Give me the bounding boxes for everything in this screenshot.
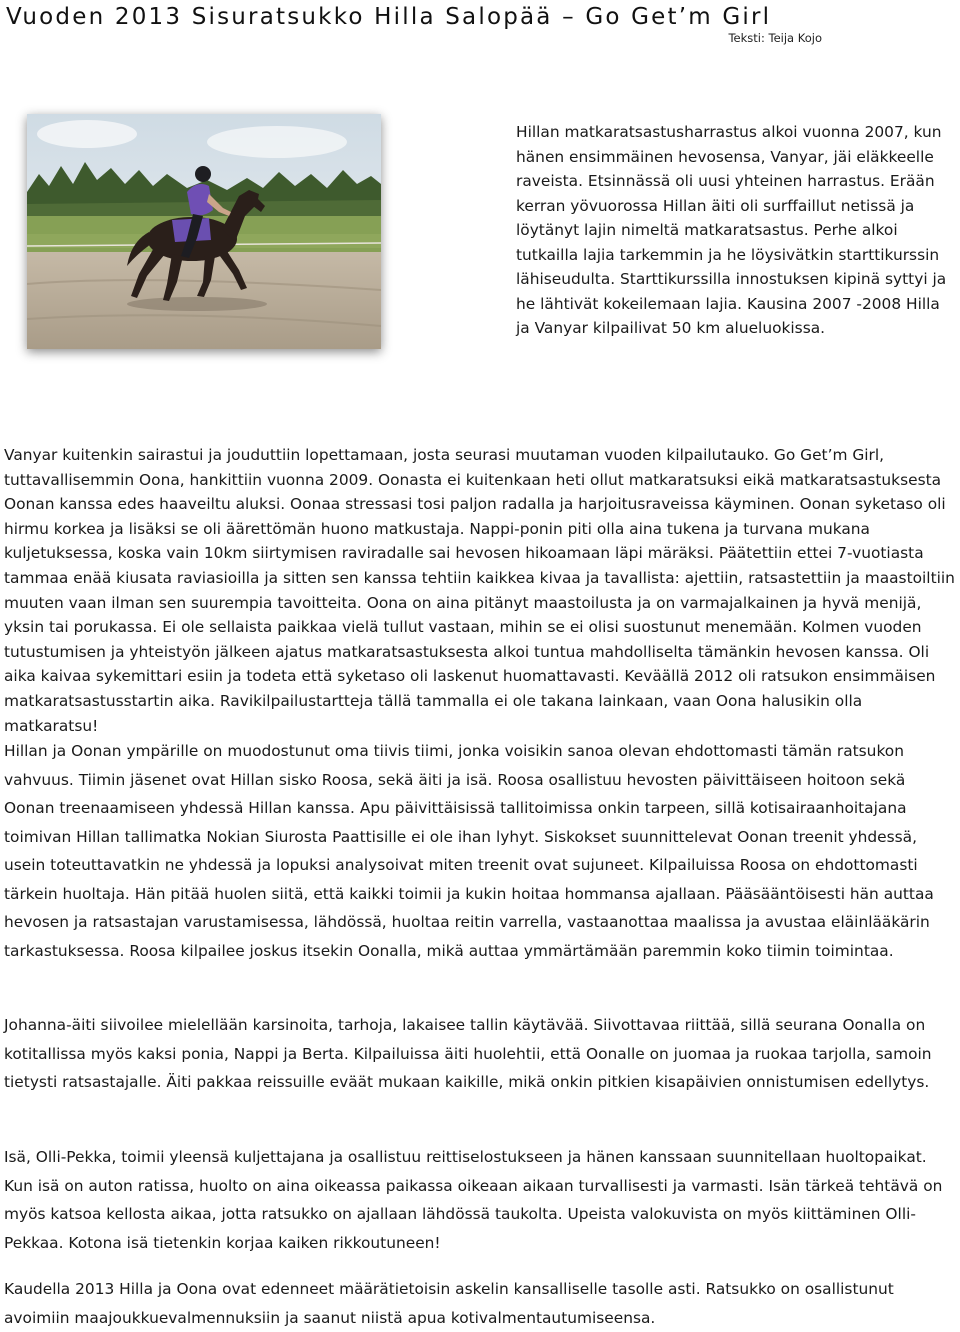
body-paragraph-vanyar-oona: Vanyar kuitenkin sairastui ja jouduttiin lopettamaan, josta seurasi muutaman vuoden kilpailutauko. Go Get’m Girl, tuttavallisemmin Oona, hankittiin vuonna 2009. Oonasta ei kuitenkaan heti ollut matkaratsuksi eikä matkaratsastuksesta Oonan kanssa edes haaveiltu aluksi. Oonaa stressasi tosi paljon radalla ja harjoitusraveissa käyminen. Oonan syketaso oli hirmu korkea ja lisäksi se oli äärettömän huono matkustaja. Nappi-ponin piti olla aina tukena ja turvana mukana kuljetuksessa, koska vain 10km siirtymisen raviradalle sai hevosen hikoamaan läpi märäksi. Päätettiin ettei 7-vuotiasta tammaa enää kiusata raviasioilla ja sitten sen kanssa tehtiin kaikkea kivaa ja tavallista: ajettiin, ratsastettiin ja maastoiltiin muuten vaan ilman sen suurempia tavoitteita. Oona on aina pitänyt maastoilusta ja on varmajalkainen ja hyvä menijä, yksin tai porukassa. Ei ole sellaista paikkaa vielä tullut vastaan, mihin se ei olisi suostunut menemään. Kolmen vuoden tutustumisen ja yhteistyön jälkeen ajatus matkaratsastuksesta alkoi tuntua mahdolliselta tämänkin hevosen kanssa. Oli aika kaivaa sykemittari esiin ja todeta että syketaso oli laskenut huomattavasti. Keväällä 2012 oli ratsukon ensimmäisen matkaratsastusstartin aika. Ravikilpailustartteja tällä tammalla ei ole takana lainkaan, vaan Oona halusikin olla matkaratsu! xyxy=(4,446,955,735)
rider-horse-photo xyxy=(27,114,381,349)
body-paragraph-season-2013: Kaudella 2013 Hilla ja Oona ovat edenneet määrätietoisin askelin kansalliselle tasolle asti. Ratsukko on osallistunut avoimiin maajoukkuevalmennuksiin ja saanut niistä apua kotivalmentautumiseensa. xyxy=(4,1280,894,1327)
article-byline: Teksti: Teija Kojo xyxy=(728,31,822,45)
body-paragraph-mother: Johanna-äiti siivoilee mielellään karsinoita, tarhoja, lakaisee tallin käytävää. Siivottavaa riittää, sillä seurana Oonalla on kotitallissa myös kaksi ponia, Nappi ja Berta. Kilpailuissa äiti huolehtii, että Oonalle on juomaa ja ruokaa tarjolla, samoin tietysti ratsastajalle. Äiti pakkaa reissuille eväät mukaan kaikille, mikä onkin pitkien kisapäivien onnistumisen edellytys. xyxy=(4,1016,932,1091)
article-title: Vuoden 2013 Sisuratsukko Hilla Salopää – Go Get’m Girl xyxy=(6,4,772,30)
body-paragraph-father: Isä, Olli-Pekka, toimii yleensä kuljettajana ja osallistuu reittiselostukseen ja hänen kanssaan suunnitellaan huoltopaikat. Kun isä on auton ratissa, huolto on aina oikeassa paikassa oikeaan aikaan turvallisesti ja varmasti. Isän tärkeä tehtävä on myös katsoa kellosta aikaa, jotta ratsukko on ajallaan lähdössä taukolta. Upeista valokuvista on myös kiittäminen Olli-Pekkaa. Kotona isä tietenkin korjaa kaiken rikkoutuneen! xyxy=(4,1148,943,1252)
intro-paragraph: Hillan matkaratsastusharrastus alkoi vuonna 2007, kun hänen ensimmäinen hevosensa, Vanyar, jäi eläkkeelle raveista. Etsinnässä oli uusi yhteinen harrastus. Erään kerran yövuorossa Hillan äiti oli surffaillut netissä ja löytänyt lajin nimeltä matkaratsastus. Perhe alkoi tutkailla lajia tarkemmin ja he löysivätkin starttikurssin lähiseudulta. Starttikurssilla innostuksen kipinä syttyi ja he lähtivät kokeilemaan lajia. Kausina 2007 -2008 Hilla ja Vanyar kilpailivat 50 km alueluokissa. xyxy=(516,123,947,337)
body-paragraph-team: Hillan ja Oonan ympärille on muodostunut oma tiivis tiimi, jonka voisikin sanoa olevan ehdottomasti tämän ratsukon vahvuus. Tiimin jäsenet ovat Hillan sisko Roosa, sekä äiti ja isä. Roosa osallistuu hevosten päivittäiseen hoitoon sekä Oonan treenaamiseen yhdessä Hillan kanssa. Apu päivittäisissä tallitoimissa onkin tarpeen, sillä kotisairaanhoitajana toimivan Hillan tallimatka Nokian Siurosta Paattisille ei ole ihan lyhyt. Siskokset suunnittelevat Oonan treenit yhdessä, usein toteuttavatkin ne yhdessä ja lopuksi analysoivat miten treenit ovat sujuneet. Kilpailuissa Roosa on ehdottomasti tärkein huoltaja. Hän pitää huolen siitä, että kaikki toimii ja kukin hoitaa hommansa ajallaan. Pääsääntöisesti hän auttaa hevosen ja ratsastajan varustamisessa, lähdössä, huoltaa reitin varrella, vastaanottaa maalissa ja avustaa eläinlääkärin tarkastuksessa. Roosa kilpailee joskus itsekin Oonalla, mikä auttaa ymmärtämään paremmin koko tiimin toimintaa. xyxy=(4,742,934,960)
